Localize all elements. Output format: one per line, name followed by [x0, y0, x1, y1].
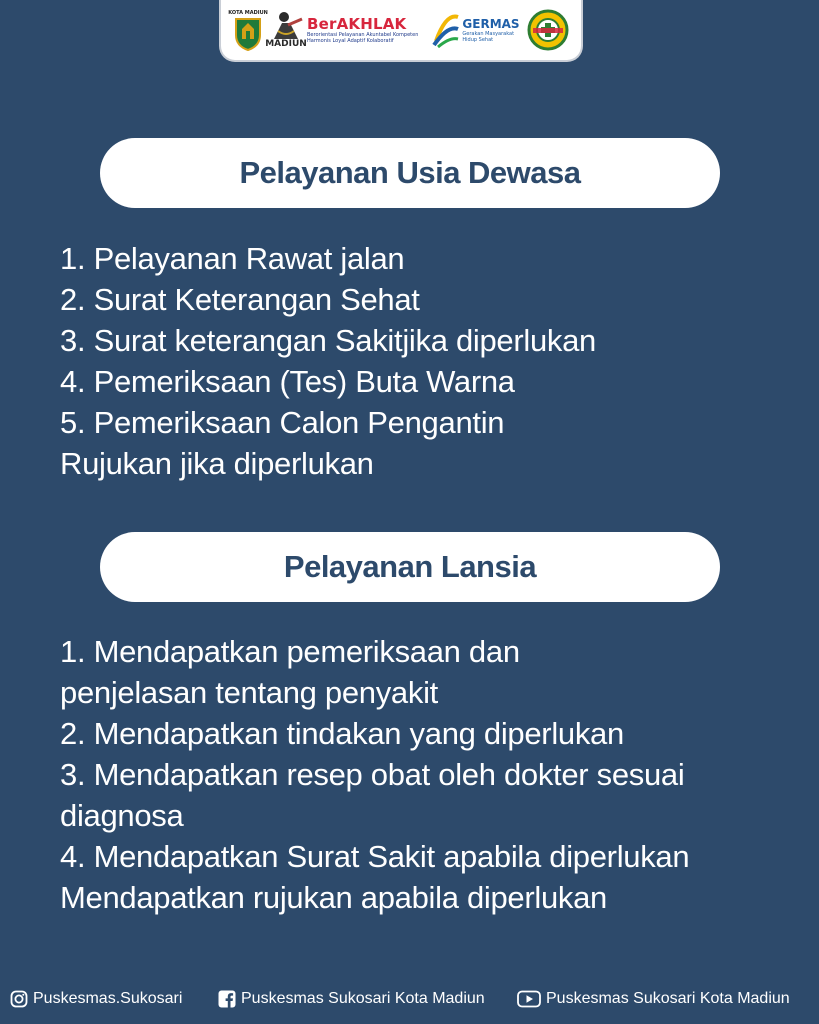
list-item: 3. Surat keterangan Sakitjika diperlukan [60, 323, 596, 358]
logo-bar [219, 0, 583, 62]
list-item: 2. Surat Keterangan Sehat [60, 282, 420, 317]
germas-swoosh-icon [432, 11, 460, 49]
list-item: 4. Mendapatkan Surat Sakit apabila diperlukan [60, 839, 690, 874]
madiun-city-logo [266, 11, 306, 49]
service-list-lansia [60, 631, 689, 918]
list-item: 1. Mendapatkan pemeriksaan dan [60, 634, 520, 669]
list-item: Rujukan jika diperlukan [60, 446, 374, 481]
germas-logo [426, 11, 526, 49]
berakhlak-line-2: Harmonis Loyal Adaptif Kolaboratif [307, 38, 394, 44]
seal-icon [527, 9, 569, 51]
crest-icon [233, 17, 263, 51]
kota-madiun-caption: KOTA MADIUN [228, 9, 268, 16]
kota-madiun-crest-logo [228, 9, 268, 51]
list-item: Mendapatkan rujukan apabila diperlukan [60, 880, 607, 915]
section-title-usia-dewasa: Pelayanan Usia Dewasa [100, 138, 720, 208]
list-item: 1. Pelayanan Rawat jalan [60, 241, 405, 276]
germas-line-1: Gerakan Masyarakat [462, 30, 515, 37]
youtube-channel-name: Puskesmas Sukosari Kota Madiun [546, 990, 790, 1007]
madiun-text: MADIUN [265, 39, 307, 49]
puskesmas-seal-logo [527, 9, 569, 51]
social-footer [0, 990, 819, 1014]
facebook-page-name: Puskesmas Sukosari Kota Madiun [241, 990, 485, 1007]
berakhlak-line-1: Berorientasi Pelayanan Akuntabel Kompeten [307, 32, 419, 38]
youtube-link[interactable] [517, 990, 790, 1008]
section-title-lansia: Pelayanan Lansia [100, 532, 720, 602]
service-list-usia-dewasa [60, 238, 596, 484]
berakhlak-logo [307, 16, 425, 44]
youtube-icon [517, 990, 541, 1008]
facebook-link[interactable] [218, 990, 485, 1008]
germas-title: GERMAS [462, 16, 520, 31]
list-item: 5. Pemeriksaan Calon Pengantin [60, 405, 505, 440]
facebook-icon [218, 990, 236, 1008]
instagram-handle: Puskesmas.Sukosari [33, 990, 183, 1007]
instagram-icon [10, 990, 28, 1008]
berakhlak-title: BerAKHLAK [307, 15, 407, 33]
list-item: penjelasan tentang penyakit [60, 675, 438, 710]
list-item: diagnosa [60, 798, 184, 833]
list-item: 4. Pemeriksaan (Tes) Buta Warna [60, 364, 515, 399]
instagram-link[interactable] [10, 990, 182, 1008]
list-item: 2. Mendapatkan tindakan yang diperlukan [60, 716, 624, 751]
dancer-icon [268, 11, 304, 41]
list-item: 3. Mendapatkan resep obat oleh dokter sesuai [60, 757, 685, 792]
germas-line-2: Hidup Sehat [462, 36, 494, 43]
